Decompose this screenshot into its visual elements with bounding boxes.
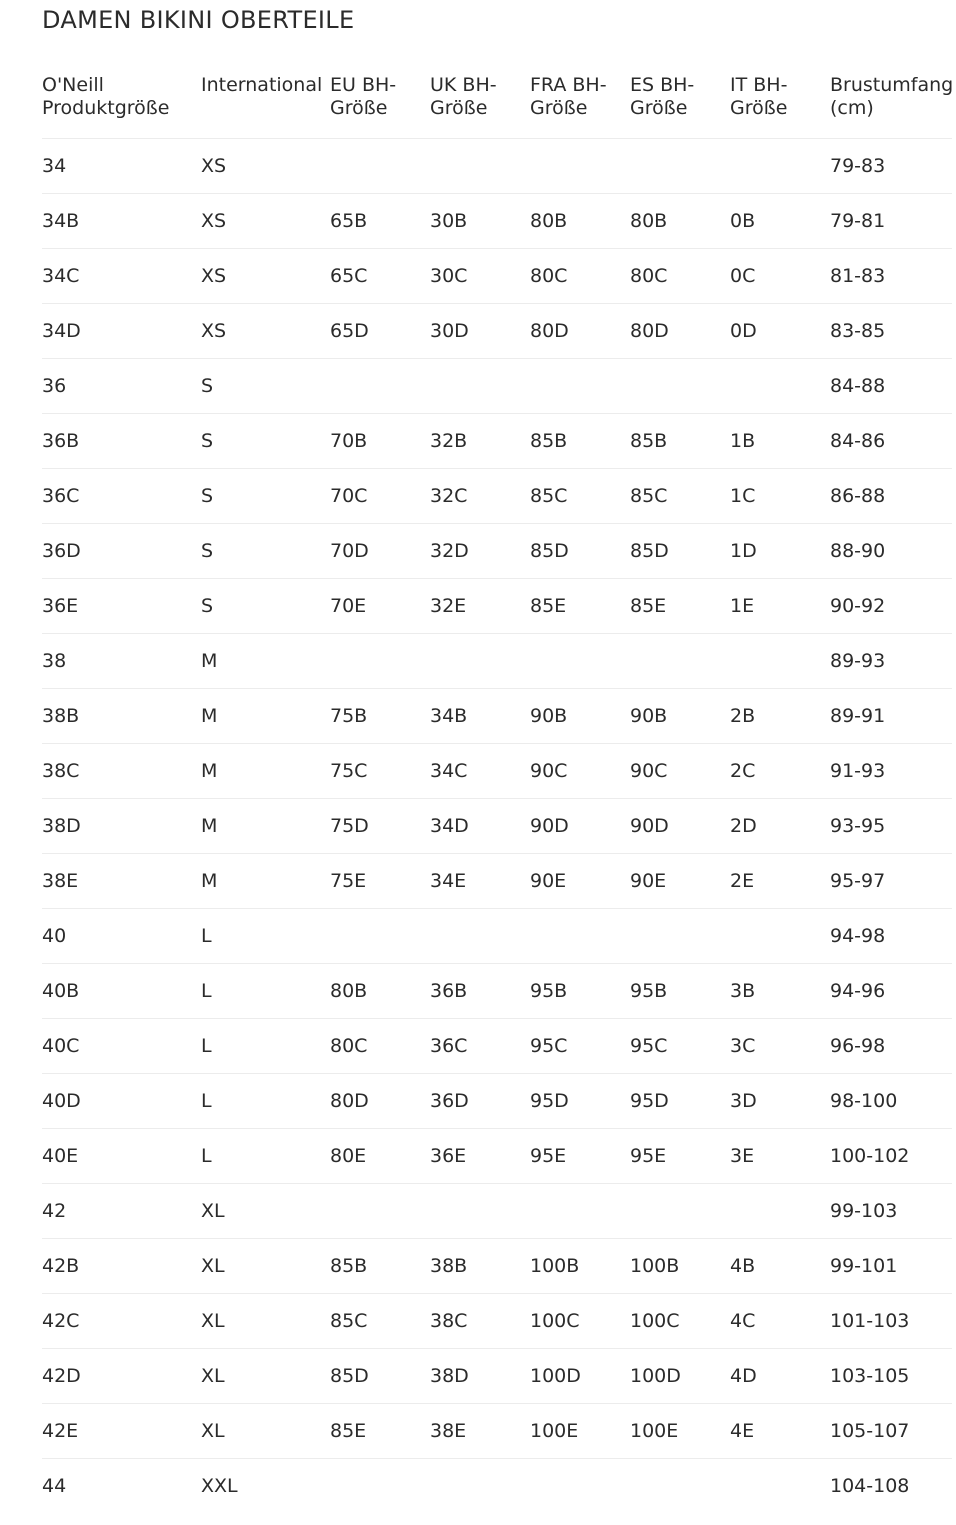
cell-it-bra-size	[730, 139, 830, 194]
cell-oneill-size: 34C	[42, 249, 201, 304]
cell-eu-bra-size: 85C	[330, 1294, 430, 1349]
cell-eu-bra-size: 65B	[330, 194, 430, 249]
cell-bust-circumference: 99-103	[830, 1184, 952, 1239]
cell-eu-bra-size: 85B	[330, 1239, 430, 1294]
cell-bust-circumference: 100-102	[830, 1129, 952, 1184]
table-header-row	[42, 74, 952, 139]
cell-es-bra-size: 100D	[630, 1349, 730, 1404]
cell-bust-circumference: 103-105	[830, 1349, 952, 1404]
header-it-bra-size	[730, 74, 830, 139]
cell-international: M	[201, 799, 330, 854]
cell-es-bra-size: 100C	[630, 1294, 730, 1349]
cell-bust-circumference: 90-92	[830, 579, 952, 634]
cell-es-bra-size	[630, 1459, 730, 1514]
cell-fra-bra-size	[530, 139, 630, 194]
cell-oneill-size: 42	[42, 1184, 201, 1239]
cell-international: XL	[201, 1239, 330, 1294]
cell-it-bra-size: 2B	[730, 689, 830, 744]
cell-es-bra-size: 95E	[630, 1129, 730, 1184]
cell-es-bra-size	[630, 634, 730, 689]
cell-eu-bra-size: 75D	[330, 799, 430, 854]
cell-fra-bra-size: 100D	[530, 1349, 630, 1404]
cell-international: S	[201, 414, 330, 469]
cell-it-bra-size: 3E	[730, 1129, 830, 1184]
cell-oneill-size: 42D	[42, 1349, 201, 1404]
cell-bust-circumference: 79-81	[830, 194, 952, 249]
cell-uk-bra-size: 38D	[430, 1349, 530, 1404]
cell-uk-bra-size: 32C	[430, 469, 530, 524]
header-fra-bra-size	[530, 74, 630, 139]
cell-international: S	[201, 524, 330, 579]
cell-uk-bra-size: 34D	[430, 799, 530, 854]
cell-fra-bra-size: 85C	[530, 469, 630, 524]
cell-bust-circumference: 84-86	[830, 414, 952, 469]
cell-it-bra-size: 1D	[730, 524, 830, 579]
cell-it-bra-size: 4E	[730, 1404, 830, 1459]
cell-it-bra-size: 1B	[730, 414, 830, 469]
table-row	[42, 799, 952, 854]
cell-it-bra-size: 1E	[730, 579, 830, 634]
cell-eu-bra-size: 75B	[330, 689, 430, 744]
cell-bust-circumference: 94-96	[830, 964, 952, 1019]
cell-eu-bra-size: 75E	[330, 854, 430, 909]
cell-es-bra-size	[630, 1184, 730, 1239]
cell-eu-bra-size	[330, 359, 430, 414]
cell-bust-circumference: 98-100	[830, 1074, 952, 1129]
cell-fra-bra-size: 100C	[530, 1294, 630, 1349]
cell-fra-bra-size: 90D	[530, 799, 630, 854]
cell-es-bra-size	[630, 359, 730, 414]
cell-fra-bra-size: 95C	[530, 1019, 630, 1074]
column-header-line: International	[201, 74, 323, 96]
cell-uk-bra-size: 38B	[430, 1239, 530, 1294]
cell-uk-bra-size	[430, 634, 530, 689]
cell-oneill-size: 40	[42, 909, 201, 964]
cell-it-bra-size	[730, 634, 830, 689]
cell-it-bra-size: 0D	[730, 304, 830, 359]
cell-eu-bra-size	[330, 1184, 430, 1239]
cell-fra-bra-size: 95B	[530, 964, 630, 1019]
cell-oneill-size: 40B	[42, 964, 201, 1019]
header-oneill-size	[42, 74, 201, 139]
table-row	[42, 469, 952, 524]
table-row	[42, 854, 952, 909]
cell-international: XS	[201, 139, 330, 194]
header-es-bra-size	[630, 74, 730, 139]
cell-it-bra-size: 1C	[730, 469, 830, 524]
cell-it-bra-size	[730, 909, 830, 964]
column-header-line: Größe	[430, 97, 488, 119]
cell-uk-bra-size: 36B	[430, 964, 530, 1019]
cell-it-bra-size	[730, 1459, 830, 1514]
table-row	[42, 414, 952, 469]
cell-uk-bra-size: 32D	[430, 524, 530, 579]
table-row	[42, 1404, 952, 1459]
column-header-line: ES BH-	[630, 74, 695, 96]
cell-oneill-size: 42E	[42, 1404, 201, 1459]
cell-bust-circumference: 86-88	[830, 469, 952, 524]
cell-it-bra-size: 0C	[730, 249, 830, 304]
table-row	[42, 359, 952, 414]
cell-international: XS	[201, 249, 330, 304]
table-row	[42, 524, 952, 579]
table-row	[42, 909, 952, 964]
cell-international: XL	[201, 1404, 330, 1459]
cell-oneill-size: 38B	[42, 689, 201, 744]
cell-bust-circumference: 91-93	[830, 744, 952, 799]
cell-eu-bra-size: 80C	[330, 1019, 430, 1074]
table-row	[42, 579, 952, 634]
cell-it-bra-size: 0B	[730, 194, 830, 249]
cell-international: M	[201, 689, 330, 744]
column-header-line: Brustumfang	[830, 74, 954, 96]
column-header-line: O'Neill	[42, 74, 104, 96]
column-header-line: FRA BH-	[530, 74, 607, 96]
cell-international: L	[201, 964, 330, 1019]
cell-international: XL	[201, 1349, 330, 1404]
cell-uk-bra-size: 36E	[430, 1129, 530, 1184]
cell-bust-circumference: 84-88	[830, 359, 952, 414]
cell-it-bra-size	[730, 359, 830, 414]
header-uk-bra-size	[430, 74, 530, 139]
cell-eu-bra-size: 85D	[330, 1349, 430, 1404]
table-row	[42, 139, 952, 194]
cell-es-bra-size: 80D	[630, 304, 730, 359]
cell-oneill-size: 34D	[42, 304, 201, 359]
cell-es-bra-size: 80C	[630, 249, 730, 304]
cell-bust-circumference: 93-95	[830, 799, 952, 854]
cell-international: M	[201, 634, 330, 689]
cell-fra-bra-size: 85D	[530, 524, 630, 579]
cell-fra-bra-size: 90C	[530, 744, 630, 799]
cell-uk-bra-size: 30B	[430, 194, 530, 249]
cell-bust-circumference: 99-101	[830, 1239, 952, 1294]
cell-fra-bra-size	[530, 909, 630, 964]
cell-it-bra-size: 4D	[730, 1349, 830, 1404]
table-row	[42, 304, 952, 359]
cell-oneill-size: 38E	[42, 854, 201, 909]
cell-it-bra-size: 3B	[730, 964, 830, 1019]
cell-uk-bra-size	[430, 1459, 530, 1514]
cell-uk-bra-size: 36C	[430, 1019, 530, 1074]
cell-bust-circumference: 79-83	[830, 139, 952, 194]
cell-international: L	[201, 1129, 330, 1184]
cell-eu-bra-size: 80E	[330, 1129, 430, 1184]
cell-bust-circumference: 81-83	[830, 249, 952, 304]
cell-fra-bra-size: 90E	[530, 854, 630, 909]
cell-bust-circumference: 101-103	[830, 1294, 952, 1349]
cell-es-bra-size: 100B	[630, 1239, 730, 1294]
cell-eu-bra-size: 70C	[330, 469, 430, 524]
column-header-line: Produktgröße	[42, 97, 170, 119]
cell-eu-bra-size: 85E	[330, 1404, 430, 1459]
table-row	[42, 1239, 952, 1294]
table-row	[42, 1074, 952, 1129]
cell-bust-circumference: 95-97	[830, 854, 952, 909]
cell-uk-bra-size: 34C	[430, 744, 530, 799]
table-row	[42, 1184, 952, 1239]
column-header-line: (cm)	[830, 97, 874, 119]
cell-uk-bra-size	[430, 139, 530, 194]
cell-fra-bra-size: 100E	[530, 1404, 630, 1459]
cell-eu-bra-size: 70E	[330, 579, 430, 634]
cell-oneill-size: 36	[42, 359, 201, 414]
table-row	[42, 1459, 952, 1514]
cell-oneill-size: 34	[42, 139, 201, 194]
column-header-line: Größe	[530, 97, 588, 119]
cell-es-bra-size: 90D	[630, 799, 730, 854]
table-row	[42, 194, 952, 249]
table-row	[42, 1019, 952, 1074]
cell-eu-bra-size: 80B	[330, 964, 430, 1019]
cell-oneill-size: 42C	[42, 1294, 201, 1349]
cell-bust-circumference: 89-91	[830, 689, 952, 744]
cell-fra-bra-size: 85B	[530, 414, 630, 469]
cell-es-bra-size: 95D	[630, 1074, 730, 1129]
cell-international: XXL	[201, 1475, 238, 1497]
header-bust-circumference	[830, 74, 952, 139]
cell-fra-bra-size: 80D	[530, 304, 630, 359]
cell-es-bra-size: 80B	[630, 194, 730, 249]
table-row	[42, 964, 952, 1019]
cell-it-bra-size: 2E	[730, 854, 830, 909]
cell-eu-bra-size	[330, 634, 430, 689]
cell-oneill-size: 36D	[42, 524, 201, 579]
cell-international: M	[201, 854, 330, 909]
cell-es-bra-size: 95B	[630, 964, 730, 1019]
cell-eu-bra-size	[330, 1459, 430, 1514]
cell-uk-bra-size	[430, 1184, 530, 1239]
table-body	[42, 139, 952, 1514]
cell-bust-circumference: 96-98	[830, 1019, 952, 1074]
cell-oneill-size: 40E	[42, 1129, 201, 1184]
cell-uk-bra-size: 32E	[430, 579, 530, 634]
header-eu-bra-size	[330, 74, 430, 139]
cell-es-bra-size: 90C	[630, 744, 730, 799]
cell-es-bra-size: 85C	[630, 469, 730, 524]
cell-es-bra-size: 100E	[630, 1404, 730, 1459]
cell-bust-circumference: 105-107	[830, 1404, 952, 1459]
cell-international: L	[201, 1019, 330, 1074]
cell-fra-bra-size	[530, 1184, 630, 1239]
table-row	[42, 1129, 952, 1184]
cell-it-bra-size: 3D	[730, 1074, 830, 1129]
cell-oneill-size: 36C	[42, 469, 201, 524]
cell-bust-circumference: 88-90	[830, 524, 952, 579]
cell-bust-circumference: 104-108	[830, 1475, 910, 1497]
cell-oneill-size: 40C	[42, 1019, 201, 1074]
cell-oneill-size: 36B	[42, 414, 201, 469]
column-header-line: Größe	[330, 97, 388, 119]
cell-eu-bra-size: 75C	[330, 744, 430, 799]
cell-eu-bra-size: 80D	[330, 1074, 430, 1129]
cell-bust-circumference: 83-85	[830, 304, 952, 359]
cell-eu-bra-size: 70B	[330, 414, 430, 469]
cell-es-bra-size: 85D	[630, 524, 730, 579]
cell-bust-circumference: 89-93	[830, 634, 952, 689]
cell-eu-bra-size: 65C	[330, 249, 430, 304]
cell-international: XL	[201, 1294, 330, 1349]
cell-fra-bra-size: 80C	[530, 249, 630, 304]
column-header-line: Größe	[630, 97, 688, 119]
cell-oneill-size: 44	[42, 1475, 67, 1497]
cell-uk-bra-size: 38E	[430, 1404, 530, 1459]
cell-es-bra-size: 95C	[630, 1019, 730, 1074]
cell-it-bra-size: 3C	[730, 1019, 830, 1074]
cell-international: S	[201, 359, 330, 414]
cell-oneill-size: 40D	[42, 1074, 201, 1129]
cell-oneill-size: 38C	[42, 744, 201, 799]
cell-international: XL	[201, 1184, 330, 1239]
cell-fra-bra-size: 85E	[530, 579, 630, 634]
header-international	[201, 74, 330, 139]
cell-fra-bra-size	[530, 359, 630, 414]
cell-es-bra-size: 85B	[630, 414, 730, 469]
cell-eu-bra-size	[330, 139, 430, 194]
cell-oneill-size: 38	[42, 634, 201, 689]
table-row	[42, 1294, 952, 1349]
table-row	[42, 744, 952, 799]
cell-eu-bra-size: 65D	[330, 304, 430, 359]
cell-international: XS	[201, 194, 330, 249]
cell-international: M	[201, 744, 330, 799]
cell-fra-bra-size: 80B	[530, 194, 630, 249]
cell-uk-bra-size: 30D	[430, 304, 530, 359]
cell-it-bra-size: 4C	[730, 1294, 830, 1349]
table-row	[42, 689, 952, 744]
cell-eu-bra-size	[330, 909, 430, 964]
cell-international: S	[201, 579, 330, 634]
cell-international: L	[201, 1074, 330, 1129]
cell-it-bra-size: 2D	[730, 799, 830, 854]
cell-oneill-size: 34B	[42, 194, 201, 249]
cell-eu-bra-size: 70D	[330, 524, 430, 579]
cell-es-bra-size: 85E	[630, 579, 730, 634]
cell-oneill-size: 38D	[42, 799, 201, 854]
cell-uk-bra-size: 32B	[430, 414, 530, 469]
size-chart-table	[42, 74, 952, 1513]
cell-it-bra-size: 2C	[730, 744, 830, 799]
cell-bust-circumference: 94-98	[830, 909, 952, 964]
cell-fra-bra-size	[530, 634, 630, 689]
cell-fra-bra-size: 100B	[530, 1239, 630, 1294]
cell-it-bra-size	[730, 1184, 830, 1239]
cell-uk-bra-size: 34E	[430, 854, 530, 909]
cell-fra-bra-size: 90B	[530, 689, 630, 744]
cell-es-bra-size	[630, 139, 730, 194]
cell-uk-bra-size: 34B	[430, 689, 530, 744]
table-row	[42, 249, 952, 304]
column-header-line: UK BH-	[430, 74, 497, 96]
cell-international: L	[201, 909, 330, 964]
cell-it-bra-size: 4B	[730, 1239, 830, 1294]
cell-uk-bra-size: 36D	[430, 1074, 530, 1129]
page-title: DAMEN BIKINI OBERTEILE	[42, 6, 355, 34]
cell-fra-bra-size	[530, 1459, 630, 1514]
column-header-line: IT BH-	[730, 74, 788, 96]
cell-oneill-size: 42B	[42, 1239, 201, 1294]
column-header-line: Größe	[730, 97, 788, 119]
cell-uk-bra-size: 38C	[430, 1294, 530, 1349]
cell-uk-bra-size	[430, 359, 530, 414]
cell-uk-bra-size: 30C	[430, 249, 530, 304]
table-row	[42, 634, 952, 689]
cell-es-bra-size	[630, 909, 730, 964]
cell-international: S	[201, 469, 330, 524]
cell-uk-bra-size	[430, 909, 530, 964]
table-row	[42, 1349, 952, 1404]
cell-es-bra-size: 90E	[630, 854, 730, 909]
cell-es-bra-size: 90B	[630, 689, 730, 744]
cell-fra-bra-size: 95E	[530, 1129, 630, 1184]
column-header-line: EU BH-	[330, 74, 397, 96]
cell-oneill-size: 36E	[42, 579, 201, 634]
cell-fra-bra-size: 95D	[530, 1074, 630, 1129]
cell-international: XS	[201, 304, 330, 359]
